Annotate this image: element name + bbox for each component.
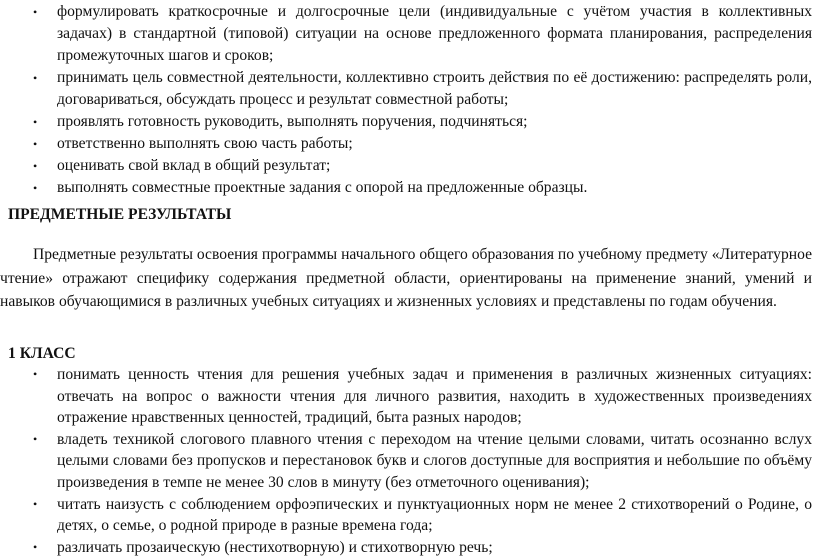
list-item [0,111,816,133]
bullet-icon: • [33,5,38,19]
list-item [0,429,816,494]
class-results-bullet-list [0,364,816,558]
bullet-icon: • [33,159,38,173]
bullet-icon: • [33,71,38,85]
section-heading: ПРЕДМЕТНЫЕ РЕЗУЛЬТАТЫ [8,206,232,223]
list-item-text: читать наизусть с соблюдением орфоэпических и пунктуационных норм не менее 2 стихотворений о Родине, о детях, о семье, о родной природе в разные времена года; [57,495,812,535]
list-item-text: понимать ценность чтения для решения учебных задач и применения в различных жизненных ситуациях: отвечать на вопрос о важности чтения для личного развития, находить в художественных произведениях отражение нравственных ценностей, традиций, быта разных народов; [57,366,812,427]
bullet-icon: • [33,496,38,511]
bullet-icon: • [33,181,38,195]
bullet-icon: • [33,115,38,129]
section-paragraph: Предметные результаты освоения программы начального общего образования по учебному предмету «Литературное чтение» отражают специфику содержания предметной области, ориентированы на применение знаний, умений и навыков обучающимися в различных учебных ситуациях и жизненных условиях и представлены по годам обучения. [0,246,812,311]
list-item [0,537,816,558]
list-item-text: владеть техникой слогового плавного чтения с переходом на чтение целыми словами, читать осознанно вслух целыми словами без пропусков и перестановок букв и слогов доступные для восприятия и небольшие по объёму произведения в темпе не менее 30 слов в минуту (без отметочного оценивания); [57,430,812,491]
list-item-text: формулировать краткосрочные и долгосрочные цели (индивидуальные с учётом участия в коллективных задачах) в стандартной (типовой) ситуации на основе предложенного формата планирования, распределения промежуточных шагов и сроков; [57,3,812,64]
list-item [0,133,816,155]
list-item [0,494,816,537]
list-item-text: принимать цель совместной деятельности, коллективно строить действия по её достижению: распределять роли, договариваться, обсуждать процесс и результат совместной работы; [57,69,812,108]
list-item-text: выполнять совместные проектные задания с опорой на предложенные образцы. [57,179,588,196]
list-item-text: проявлять готовность руководить, выполнять поручения, подчиняться; [57,113,528,130]
bullet-icon: • [33,367,38,381]
list-item [0,1,816,67]
list-item [0,364,816,429]
list-item [0,67,816,111]
skills-bullet-list [0,1,816,199]
bullet-icon: • [33,539,38,554]
list-item [0,155,816,177]
list-item-text: ответственно выполнять свою часть работы; [57,135,353,152]
bullet-icon: • [33,431,38,446]
list-item [0,177,816,199]
list-item-text: оценивать свой вклад в общий результат; [57,157,331,174]
bullet-icon: • [33,137,38,151]
list-item-text: различать прозаическую (нестихотворную) и стихотворную речь; [57,538,493,556]
class-heading: 1 КЛАСС [8,345,76,362]
